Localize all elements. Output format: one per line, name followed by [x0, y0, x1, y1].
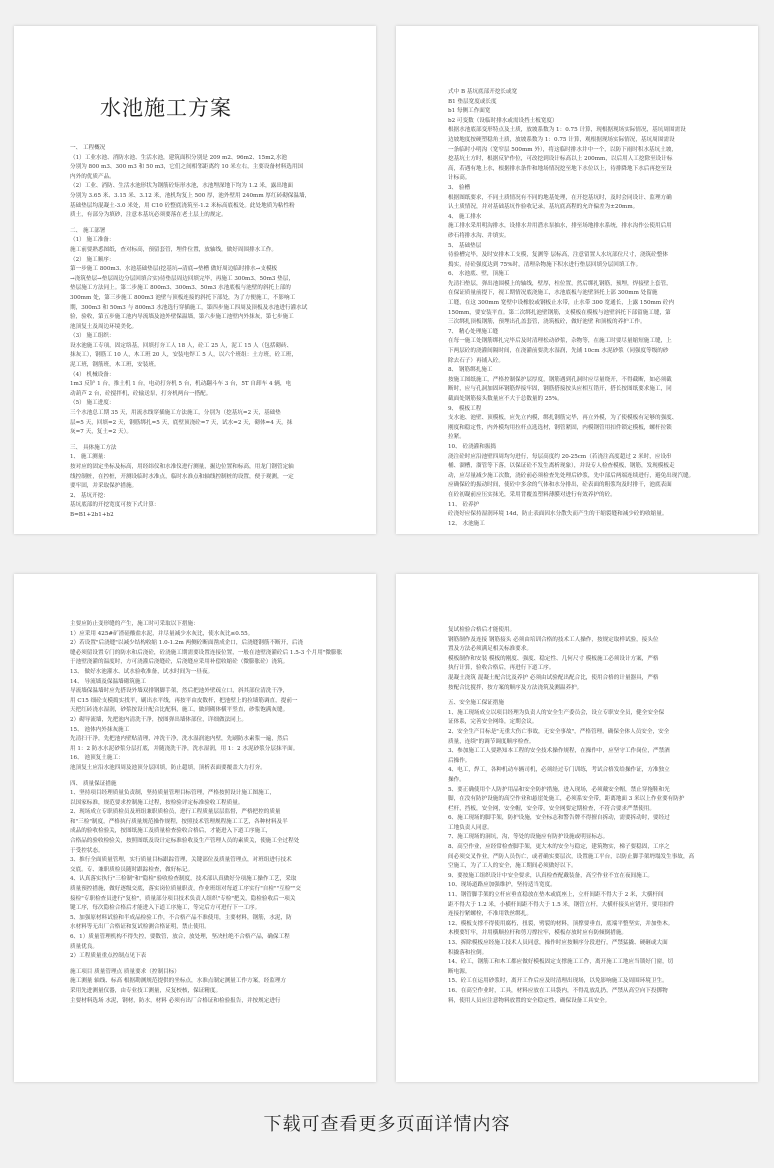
text-line: 12、模板支撑不得使用腐朽，扭裂，劈裂的材料，顶撑要垂直，底端平整坚实，并加垫木。	[448, 920, 674, 927]
text-line: 泥工班，钢筋班，木工班，安装班。	[70, 362, 160, 369]
text-line: 期，300m3 和 50m3 与 800m3 水池选行穿插施工，第四步施工四周及顶板及水池进行灌水试	[70, 304, 308, 311]
text-line: 根据水池底部变形特点及土质，放坡系数为 1：0.75 计算，现根据现场实际情况，基坑周围需设	[448, 127, 686, 134]
text-line: 根据图纸要求，不同土质情况有不同的地基处理，在开挖基坑时，及时会同设计、监理方确	[448, 194, 672, 201]
text-line: 300mm 处，第三步施工 800m3 池壁与顶板连接的斜托下部处，为了方便施工，不影响工	[70, 294, 296, 301]
text-line: 五、安全施工保证措施	[448, 700, 504, 707]
text-line: 主要材料选场 水泥，钢材，防水，材料 必须有出厂合格证和检验报告，并按规定进行	[70, 997, 281, 1004]
page-1-text	[70, 144, 346, 521]
text-line: 挖基坑土方时，根据反铲作位，可改挖到设计标高以上 200mm，以后用人工挖除至设计标	[448, 156, 673, 163]
text-line: 按施工图纸施工，严格控制保护层厚度，钢筋遇到孔洞时应尽量绕开，不得截断，如必须截	[448, 376, 672, 383]
text-line: 后操作。	[448, 757, 471, 764]
text-line: 先清扫干净，先把池内壁贴清理，冲洗干净，洗水湿润池内壁，先刷防水素浆一遍，然后	[70, 736, 289, 743]
text-line: 混凝土浇筑 混凝土配合比及养护 必须由试验配出配合比，使用合格的计量器具，严格	[448, 674, 659, 681]
text-line: 16、在高空作业时，工具，材料应放在工具袋内，不得乱放乱扔，严禁从高空向下投掷物	[448, 987, 668, 994]
text-line: 合格品的验收检验关，按照图纸及设计定标准验收及生产管理人员的素质关，使施工全过程处	[70, 838, 300, 845]
text-line: 除去石子）再铺入砼。	[448, 357, 504, 364]
text-line: 三个水池总工期 35 天，用流水线穿插施工方法施工，分别为（挖基坑=2 天，基础垫	[70, 410, 281, 417]
text-line: 内外的优质产品。	[70, 173, 115, 180]
text-line: 15、砼工在运用砂浆时，离开工作后应及时清理出现场，以免影响施工及周围环境卫生。	[448, 978, 668, 985]
text-line: 16、 池顶复土施工：	[70, 755, 124, 762]
text-line: 2）工程质量重点控制点见下表	[70, 953, 147, 960]
text-line: 池顶复土及周边环境美化。	[70, 323, 138, 330]
text-line: 主要应防止变形缝的产生，施工时可采取以下措施：	[70, 621, 199, 627]
text-line: 于受控状态。	[70, 847, 104, 854]
text-line: 要牢固，并采取保护措施。	[70, 483, 138, 490]
text-line: 3、推行全面质量管理，实行质量目标跟踪管理，关键部位及质量管理点，对班组进行技术	[70, 857, 292, 864]
text-line: 1、坚持项目经理质量负责制，坚持质量管理目标管理，严格按照设计施工图施工，	[70, 790, 275, 797]
text-line: 距不得大于 1.2 米，小横杆间距不得大于 1.5 米，钢管立杆，大横杆接头应错开，要用扣件	[448, 901, 675, 908]
text-line: 1、 施工测量：	[70, 454, 109, 461]
text-line: 水材料等无出厂合格证和复试检测合格证明，禁止使用。	[70, 924, 210, 931]
text-line: 2、 基坑开挖：	[70, 492, 109, 499]
text-line: 用 1：2 防水水泥砂浆分层打底，并随浇洗干净，洗水湿润，用 1：2 水泥砂浆分层抹平面。	[70, 745, 299, 752]
text-line: 灰=7 天，复土=2 天）。	[70, 429, 132, 436]
text-line: 截面处钢筋接头数量应不大于总数量的 25%。	[448, 396, 563, 402]
text-line: 捣实，待砼强度达到 75%时，清理杂物施下积水进行垫层回填分层回填工作。	[448, 261, 642, 268]
text-line: 积撬落和拉倒。	[448, 949, 488, 956]
text-line: （2） 施工顺序：	[70, 256, 115, 263]
text-line: 高，若遇有地上水，根据排水条件和地场情况挖至地下水位以上，待排降地下水后再挖至设	[448, 165, 672, 172]
text-line: 钢筋制作及连接 钢筋接头 必须由培训合格的技术工人操作，按规定取样试验，接头位	[448, 636, 659, 643]
text-line: 2）砌导流墙，先把池内清洗干净，按图弹出墙体部位，详细做法同上。	[70, 716, 247, 723]
text-line: 计标高。	[448, 175, 471, 182]
text-line: 连接拧紧螺栓，不准用铁丝绑扎。	[448, 911, 532, 918]
text-line: 线控制桩，在控桩，开测设临时水准点，临时水准点和轴线控制桩的设置，便于观测，一定	[70, 473, 294, 480]
text-line: 成品的验收检验关，按图纸施工及质量检查验收合格后，才能进入下道工序施工，	[70, 828, 272, 835]
text-line: 质土，有部分为填砂，注意本基坑必须要落在老土层上的规定。	[70, 212, 227, 219]
text-line: B=B1+2b1+b2	[70, 511, 114, 518]
text-line: 动葫芦 2 台，砼搅拌机，砼输送泵，打夯机两台一搭配。	[70, 390, 212, 397]
text-line: （2）工业、消防、生活水池形状为钢筋砼矩形水池，水池埋深地下均为 1.2 米，露出地面	[70, 183, 293, 190]
text-line: 11、 砼养护	[448, 501, 480, 508]
text-line: 基础垫层均混凝土-3.0 米处，用 C10 砼整底浇筑至-1.2 米标高底板处。此处地质为粘性粉	[70, 202, 295, 209]
text-line: 动，应尽量减少施工次数，浇砼前必须检查先处理后砂浆，先中部后两端连续进行，避免出现汽缝。	[448, 472, 695, 479]
text-line: 在每一施工处钢筋绑扎完毕后及时清理松动砂浆，杂物等，在施工时要尽量缩短施工缝，上	[448, 338, 672, 345]
text-line: 14、 导流墙及保温墙砌筑施工	[70, 678, 147, 685]
text-line: 9、 模板工程	[448, 405, 482, 412]
text-line: 池顶复土应沿水池四周及池顶分层回填，防止超填，顶析表面要覆盖大力打夯。	[70, 764, 266, 771]
text-line: 按配合比搅拌，按方案的顺序及方法浇筑及测温养护。	[448, 684, 583, 691]
document-page-2	[396, 26, 758, 534]
text-line: （1） 施工准备：	[70, 237, 115, 244]
text-line: 层=5 天，回填=2 天，钢筋绑扎=5 天，底壁顶浇砼=7 天，试水=2 天，砌体=4 天，抹	[70, 419, 293, 426]
text-line: 5、 基础垫层	[448, 242, 482, 249]
text-line: 设水池施工专项，固定络基，回填打夯工人 18 人，砼工 25 人，泥工 15 人（包括砌砖、	[70, 342, 293, 349]
text-line: 2）若设置"后浇缝"以减少结构收缩 1.0-1.2m 两侧砼断面凿成企口，后浇缝钢筋不断开，后浇	[70, 640, 304, 647]
text-line: 4、认真落实执行"三检制"和"隐检"验收检查制度，技术部认真做好分项施工操作工艺，采取	[70, 876, 297, 883]
text-line: 四、 质量保证措施	[70, 780, 117, 787]
text-line: 刚度和稳定性，内外模均用拉杆点选选材，钢管紧固，内模钢管用扣件锁定模板，螺杆拉锁	[448, 424, 672, 431]
text-line: 质量预控措施，做好逐级交底，落实岗位质量职责，作业班组对每道工序实行"自检""互检""交	[70, 886, 302, 893]
text-line: 间必须交叉作业，严防人员伤亡，或者确实要层次，设置施工平台，以防止脚手架坍塌发生事故，高	[448, 853, 695, 860]
text-line: 第一步施工 800m3、水池基础垫层(挖基坑→清底→垫槽 做好周边临时排水→支模板	[70, 266, 278, 273]
text-line: 下两层砼的浇灌间隔时间，在浇灌前要洗水湿润，先铺 10cm 水泥砂浆（同强度等级的砂	[448, 348, 669, 355]
text-line: 抹灰工），钢筋工 10 人，木工班 20 人，安装电焊工 5 人，以六个班组：土方班，砼工班，	[70, 352, 298, 359]
text-line: 接检"专职检查员进行"复检"，质量部分项目技术负责人组织"专检"把关，隐检验收后一项关	[70, 895, 296, 902]
text-line: 15、 池体内外抹灰施工	[70, 726, 130, 733]
text-line: 7、施工现场的洞坑，沟，等处的设施应有防护设施或明显标志。	[448, 834, 609, 841]
text-line: 1m3 反铲 1 台，推土机 1 台，电动打夯机 5 台，机动翻斗车 3 台，5T 自卸车 4 辆，电	[70, 381, 292, 388]
text-line: 150mm，要安装平直。第二次绑扎池壁钢筋，支模板在模板与池壁斜托下部留施工缝，第	[448, 309, 671, 316]
text-line: 操作。	[448, 776, 465, 783]
text-line: 浇注砼时应沿池壁四周均匀进行，每层高度约 20-25cm（若浇注高度超过 2 米时，应设串	[448, 453, 672, 460]
text-line: 键工序，每次隐检合格后才能进入下道工序施工，等完后方可进行下一工序。	[70, 905, 261, 912]
text-line: 空施工，为了工人的安全，施工期间必须做好以下。	[448, 863, 577, 870]
text-line: 认土质情况，并对基础基坑作验收记录，基坑底高程的允许偏差为±20mm。	[448, 204, 639, 211]
text-line: 以国家标准，规范要求控制施工过程，按检验评定标准验收工程质量。	[70, 799, 244, 806]
text-line: 采用先进测量仪器，由专业技工测量，反复校核，保证精度。	[70, 987, 222, 994]
text-line: 基坑底部的开挖宽度可按下式计算：	[70, 502, 160, 509]
text-line: 按对应的固定坐标及标高，用经纬仪和水准仪进行测量，掘边位置和标高，用龙门钢管定轴	[70, 464, 294, 470]
document-page-3	[14, 574, 376, 1082]
text-line: 3、参加施工工人要熟知本工程的安全技术操作规程，在操作中，应坚守工作岗位，严禁酒	[448, 748, 670, 755]
text-line: 和"三检"制度，严格执行质量规范操作规程，按照技术管理规程施工工艺，各种材料及半	[70, 818, 288, 825]
text-line: 桶、溜槽，溜管等下落，以保证砼不发生离析现象），并设专人检查模板，钢筋，发现模板走	[448, 463, 675, 470]
page-3-text	[70, 620, 346, 1006]
text-line: 6、1）质量管理机构不得失控，要数管，放合，放处理，坚决杜绝不合格产品，确保工程	[70, 934, 290, 940]
text-line: b2 可变数（设临时排水或需设挡土板宽度）	[448, 117, 558, 124]
text-line: 式中 B 基坑底部开挖长或宽	[448, 89, 518, 95]
text-line: 5、加强原材料试验和半成品检验工作，不合格产品不准使用，主要材料，钢筋，水泥，防	[70, 914, 292, 921]
page-4-text	[448, 620, 732, 1006]
text-line: 施工测量 轴线、标高 根据勘测规范提供的坐标点，水准点制定测量工作方案，经监理方	[70, 978, 287, 985]
text-line: 质量，连续"的调节调度顺序检查。	[448, 738, 535, 745]
text-line: 证体系，完善安全网络，定期会议。	[448, 719, 538, 726]
text-line: 4、电工，焊工，各种机动车辆司机，必须经过专门训练，考试合格发给操作证，方准独立	[448, 767, 670, 774]
text-line: 置及方法必须满足相关标准要求。	[448, 646, 532, 653]
text-line: 导流墙保温墙时应先搭设外墙双排钢脚手架，然后把池外壁疏立口，斜其部位清洗干净，	[70, 688, 289, 695]
text-line: 交底。专、兼职质检员随时跟踪检查，做好标记。	[70, 866, 194, 873]
text-line: 质量优良。	[70, 943, 98, 950]
text-line: 先清扫垫层，弹出池围模上的轴线，壁厚，柱位置，然后绑扎钢筋，预埋，焊接壁上套管，	[448, 280, 672, 287]
text-line: 栏杆，挡板，安全网，安全帽，安全带，安全网要定期检查，不符合要求严禁使用。	[448, 805, 655, 812]
text-line: 6、 水池底、壁，顶施工	[448, 271, 510, 278]
text-line: 一、 工程概况	[70, 145, 106, 151]
text-line: 11、钢管脚手架的立杆应垂直稳放在垫木或底座上，立杆间距不得大于 2 米，大横杆间	[448, 892, 664, 899]
page-2-text	[448, 88, 732, 529]
text-line: 8、高空作业，应经常检查脚手架，更大木的安全与稳定，建筑物实，梯子要稳固，工序之	[448, 844, 670, 851]
document-page-1	[14, 26, 376, 534]
text-line: 工缝，在这 300mm 宽壁中设橡胶或钢板止水带，止水带 300 宽通长，上露 150mm 砼内	[448, 300, 675, 307]
document-title: 水池施工方案	[100, 96, 232, 120]
text-line: 8、 钢筋绑扎施工	[448, 367, 493, 374]
text-line: 垫层施工方法同上。第二步施工 800m3、300m3、50m3 水池底板与池壁的斜托上部的	[70, 285, 291, 292]
text-line: 砼浇好应保持湿润环境 14d，防止表面因水分散失而产生的干缩裂缝和减少砼的收缩量。	[448, 511, 668, 518]
text-line: 三、 具体施工方法	[70, 444, 117, 451]
text-line: 分别为 3.65 米、3.15 米、3.12 米，池机均复上 500 厚，池外壁用 240mm 厚红砖砌保温墙，	[70, 192, 311, 199]
text-line: 施工前要熟悉图纸，查对标高，预留套管，埋件位置，放轴线，做好周围排水工作。	[70, 246, 277, 253]
text-line: 2、现场成立专职质检员及班组兼职质检员，进行工程质量层层监督，严格把控的质量	[70, 809, 281, 816]
text-line: （5） 施工进度：	[70, 400, 115, 407]
text-line: 施工排水采用明沟排水，设排水井用潜水泵抽水，排至场地排水系统，排水沟作公使用后用	[448, 223, 672, 230]
text-line: 1）应采用 425#矿渣硅酸盐水泥，并尽量减少水灰比，使水灰比≤0.55。	[70, 630, 254, 637]
text-line: 10、 砼浇灌和振捣	[448, 443, 497, 450]
text-line: 工地负责人同意。	[448, 824, 493, 831]
text-line: 分别为 800 m3、300 m3 和 50 m3，它们之间相邻距离约 10 米左右，主要设备材料选用国	[70, 164, 304, 171]
text-line: 验，验收，第五步施工池内导流墙及池外壁保温墙，第六步施工池壁内外抹灰，第七步施工	[70, 314, 294, 321]
text-line: 用 C15 细砼支模捣实找平，刷出水平线，再按平由皮数杆，把池壁上的拉墙筋调直，提前一	[70, 697, 298, 704]
text-line: 在保证质量前提下，视工期情况底浇施工，水池底板与池壁斜托上部 300mm 处留施	[448, 290, 658, 297]
text-line: B1 垫层宽度或长度	[448, 98, 497, 105]
text-line: 料，使用人员应注意物料放置的安全稳定性，确保设备工具安全。	[448, 997, 611, 1004]
text-line: 施工项目 质量管理点 质量要求（控制目标）	[70, 968, 180, 975]
text-line: 应确保砼的振动时间，使砼中多余的气体和水分排出，砼表面的粗浆均及时排干，池底表面	[448, 482, 672, 489]
text-line: 模板制作和安装 模板的刚度、强度、稳定性、几何尺寸 模板施工必须设计方案，严格	[448, 655, 659, 662]
text-line: 二、 施工部署	[70, 227, 106, 234]
text-line: 9、要按施工组织设计中安全要求，认真检查配戴装备，高空作业不宜在夜间施工。	[448, 872, 653, 879]
text-line: 14、砼工，钢筋工和木工都应做好模板固定支撑施工工作，离开施工工地应当锁好门窗，切	[448, 959, 674, 966]
text-line: （1）工业水池、消防水池、生活水池，建筑面积分别是 209 m2、96m2、15m2,水池	[70, 154, 288, 161]
download-more-pages-caption: 下载可查看更多页面详情内容	[263, 1114, 511, 1135]
text-line: 复试检验合格后才能使用。	[448, 627, 516, 633]
text-line: 木楔要钉牢，并用横顺拉杆和剪刀撑拉牢，模板存放时应有防倾倒措施。	[448, 930, 628, 937]
text-line: 待验槽完毕，及时安排木工支模，复测等 层标高，注意留置人水坑部位尺寸，浇筑砼整体	[448, 252, 668, 259]
text-line: 脚，在没有防护设施的高空作业和悬崖处施工，必须系安全带，距离地面 3 米以上作业要有防护	[448, 796, 685, 803]
text-line: 12、 水池施工	[448, 520, 485, 527]
text-line: 13、 做好水池灌水、试水验收准备，试水时间为一昼夜。	[70, 668, 214, 675]
text-line: 支水池、池壁、顶模板，应先立内模，绑扎钢筋完毕，再立外模，为了使模板有足够的强度、	[448, 415, 678, 422]
text-line: b1 每侧工作面宽	[448, 108, 491, 115]
text-line: 砂石将排水沟、井填实。	[448, 232, 510, 239]
text-line: 5、要正确使用个人防护用品和安全防护措施，进入现场，必须戴安全帽，禁止穿拖鞋和光	[448, 786, 670, 793]
text-line: （3） 施工组织：	[70, 333, 115, 340]
text-line: 1、施工现场成立以项目经理为负责人的安全生产委员会，设立专职安全员，健全安全保	[448, 709, 665, 716]
text-line: 在砼初凝前应压实抹光，采用背覆盖塑料薄膜对进行有效养护的砼。	[448, 491, 616, 498]
text-line: 缝必须留设置专门的防水和后浇砼，砼浇施工期需要设置连接位置，一般在池壁浇灌砼后 1.5-3 个月用"微膨胀	[70, 649, 343, 656]
text-line: 一条临时小明沟（宽窄层 500mm 外），将这临时排水井中一个，以防下雨时积水基坑土坡，	[448, 146, 678, 153]
text-line: 6、施工现场的脚手架，防护设施，安全标志和警告牌不得擅自拆动，需要拆动时，要经过	[448, 815, 670, 822]
text-line: 断电源。	[448, 968, 471, 975]
text-line: 天把红砖浇水湿润，砂浆按设计配合比配料，施工，做到砌体横平竖直，砂浆饱满灰缝。	[70, 707, 289, 714]
text-line: 3、 验槽	[448, 184, 471, 191]
text-line: （4） 机械设备：	[70, 371, 115, 378]
text-line: 执行计算，验收合格后，再进行下道工序。	[448, 665, 555, 672]
text-line: 于池壁浇灌的温度时，方可浇灌后浇缝砼，后浇缝应采用补偿收缩砼（微膨胀砼）浇筑。	[70, 659, 289, 666]
text-line: 7、 精心处理施工缝	[448, 328, 499, 335]
document-page-4	[396, 574, 758, 1082]
text-line: 4、 施工排水	[448, 213, 482, 220]
text-line: 边坡地度按硬塑稳角土质，放坡系数为 1：0.75 计算，观根据现场实际情况，基坑周围需设	[448, 136, 675, 143]
text-line: 断时，应与孔洞加固环钢筋焊接牢固，钢筋搭接按头应相互错开，搭长按图纸要求施工，同	[448, 386, 672, 393]
text-line: 10、现场道路应加强维护，坚持适当宽度。	[448, 882, 556, 889]
text-line: 2、安全生产目标是"无重大伤亡事故，无安全事故"，严格管理，确保全体人员安全，安全	[448, 728, 670, 735]
text-line: →浇筑垫层→垫层周边分层回填合实)待垫层周边回填完毕，再施工 300m3、50m3 垫层，	[70, 275, 295, 282]
text-line: 拉紧。	[448, 434, 465, 441]
text-line: 三次绑扎顶板钢筋，预埋出孔盖套管，浇筑板砼，做好池壁 和顶板的养护工作。	[448, 319, 646, 326]
text-line: 13、拆除模板应经施工技术人员同意，操作时应按顺序分段进行，严禁猛撬、硬砸或大面	[448, 940, 668, 946]
